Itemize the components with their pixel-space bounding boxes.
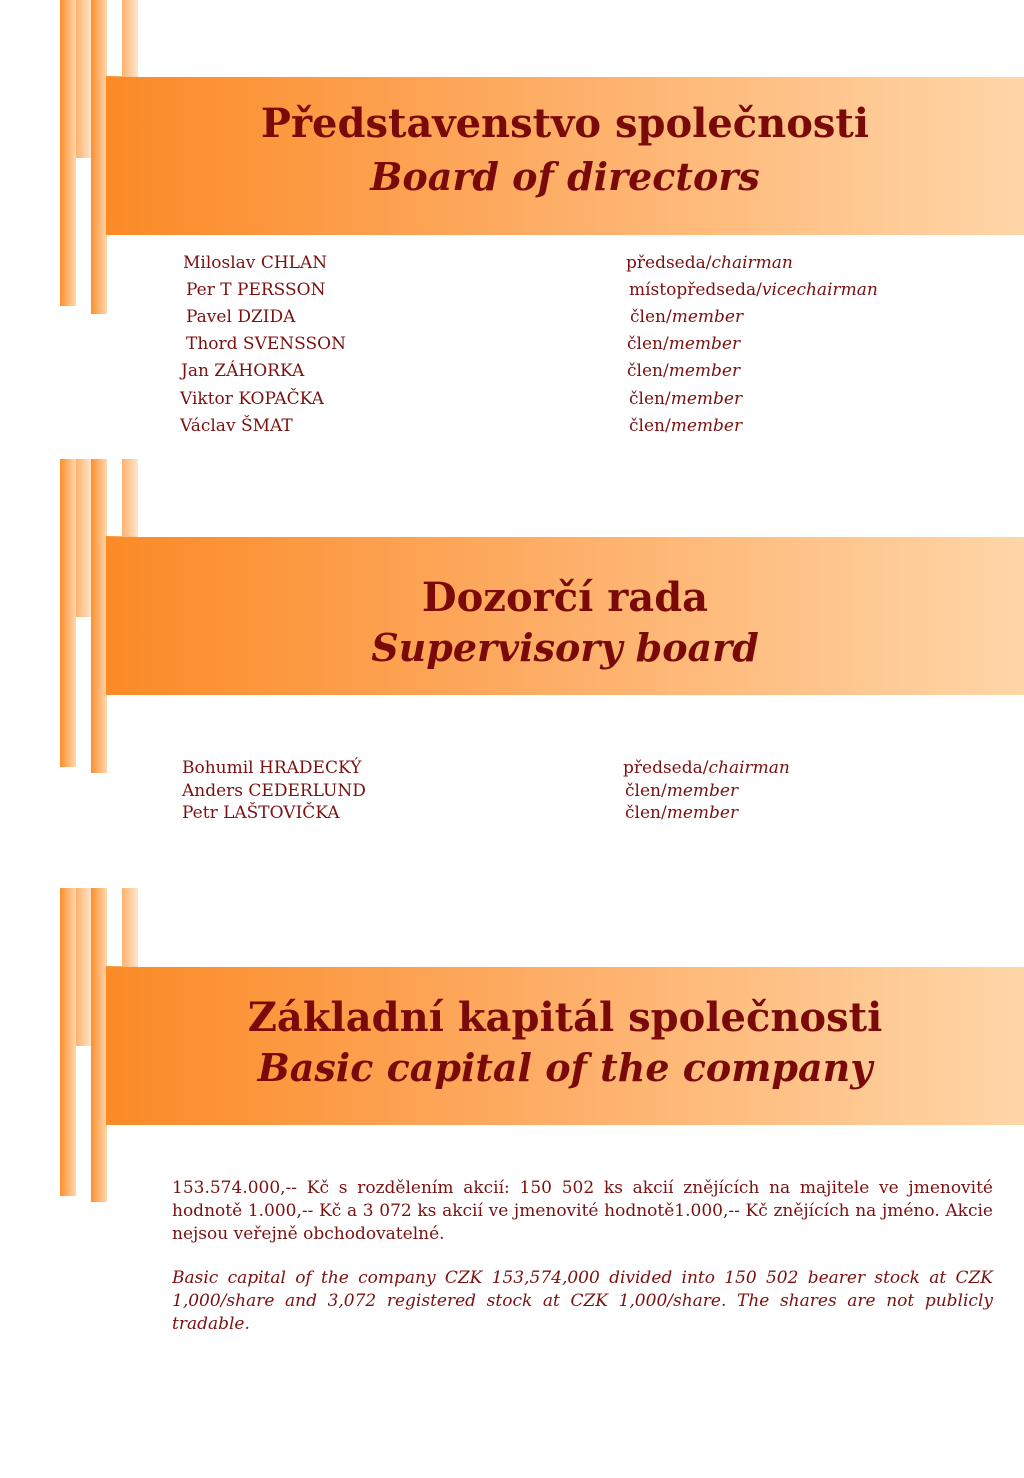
member-role: člen/member xyxy=(630,307,744,327)
capital-text-cz: 153.574.000,-- Kč s rozdělením akcií: 150 502 ks akcií znějících na majitele ve jmenovité hodnotě 1.000,-- Kč a 3 072 ks akcií ve jmenovité hodnotě1.000,-- Kč znějících na jméno. Akcie nejsou veřejně obchodovatelné. xyxy=(172,1178,993,1244)
member-name: Pavel DZIDA xyxy=(186,307,296,327)
member-role: člen/member xyxy=(629,389,743,409)
member-role: člen/member xyxy=(627,334,741,354)
member-name: Miloslav CHLAN xyxy=(183,253,328,273)
member-name: Petr LAŠTOVIČKA xyxy=(182,803,340,823)
section-banner-basic-capital xyxy=(106,967,1024,1125)
section-title-en: Supervisory board xyxy=(371,625,759,670)
member-role: předseda/chairman xyxy=(626,253,793,273)
member-role: člen/member xyxy=(627,361,741,381)
member-name: Václav ŠMAT xyxy=(180,416,293,436)
member-role: člen/member xyxy=(625,781,739,801)
section-banner-supervisory-board xyxy=(106,537,1024,695)
section-title-cz: Základní kapitál společnosti xyxy=(247,994,883,1041)
member-name: Bohumil HRADECKÝ xyxy=(182,758,362,778)
section-title-cz: Představenstvo společnosti xyxy=(260,100,870,147)
member-name: Per T PERSSON xyxy=(186,280,326,300)
member-role: místopředseda/vicechairman xyxy=(629,280,878,300)
capital-text-en: Basic capital of the company CZK 153,574,000 divided into 150 502 bearer stock at CZK 1,000/share and 3,072 registered stock at CZK 1,000/share. The shares are not publicly tradable. xyxy=(172,1268,993,1334)
section-banner-board-of-directors xyxy=(106,77,1024,235)
section-title-en: Basic capital of the company xyxy=(257,1045,873,1090)
member-name: Jan ZÁHORKA xyxy=(181,361,305,381)
member-role: člen/member xyxy=(629,416,743,436)
section-title-en: Board of directors xyxy=(370,154,760,199)
member-name: Anders CEDERLUND xyxy=(182,781,366,801)
member-name: Viktor KOPAČKA xyxy=(180,389,324,409)
member-name: Thord SVENSSON xyxy=(186,334,346,354)
section-title-cz: Dozorčí rada xyxy=(421,574,709,621)
member-role: předseda/chairman xyxy=(623,758,790,778)
member-role: člen/member xyxy=(625,803,739,823)
